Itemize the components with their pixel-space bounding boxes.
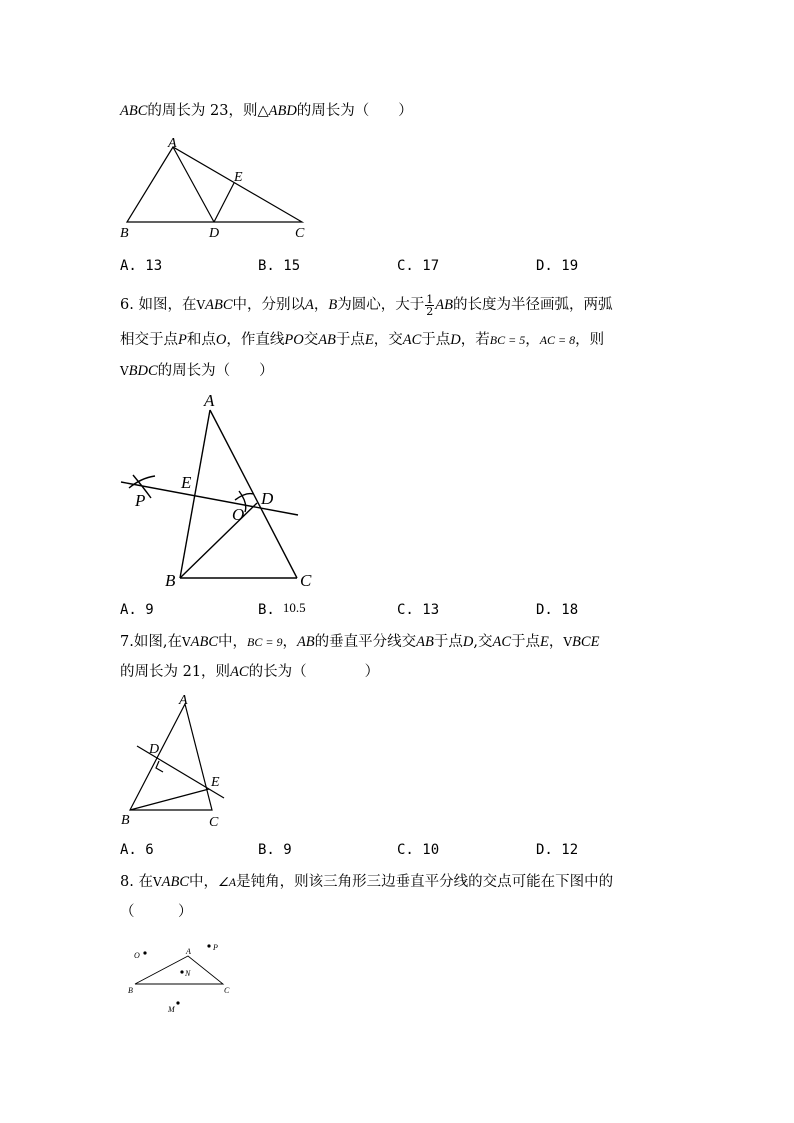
q5-figure [110,135,320,245]
q7-line2 [120,662,379,682]
q6-fraction-den: 2 [426,304,434,318]
q8-tri-symbol: V [152,875,162,889]
q6-line1 [120,292,612,318]
q8-label-n: N [185,969,191,978]
q6-text: ，作直线 [226,332,285,348]
q7-point-d: D [462,634,474,650]
q8-label-o: O [134,951,140,960]
q5-option-c[interactable]: C. 17 [397,258,440,274]
q6-text: 于点 [421,332,451,348]
q5-label-e: E [234,170,243,185]
q5-option-b[interactable]: B. 15 [258,258,301,274]
q6-line3 [120,361,274,381]
q7-ab: AB [296,634,315,650]
q7-tri-symbol: V [563,635,573,649]
q7-segment-be [130,789,209,810]
q5-label-a: A [168,136,177,151]
q6-option-c[interactable]: C. 13 [397,602,440,618]
q8-label-p: P [213,943,218,952]
q7-number: 7.如图,在 [120,634,182,650]
q6-fraction-num: 1 [426,292,434,306]
q5-stem-text1: 的周长为 23，则△ [147,103,269,119]
q8-line2: （ ） [120,904,193,920]
q7-text: ,交 [473,634,493,650]
q6-label-b: B [165,571,176,590]
q5-stem-abc: ABC [120,103,148,119]
q8-abc: ABC [161,874,190,890]
q6-text: ，若 [460,332,490,348]
q6-label-e: E [181,473,192,492]
q7-text: 的周长为 21，则 [120,664,231,680]
q5-label-c: C [295,226,305,241]
q7-ac: AC [230,664,249,680]
q8-number: 8. 在 [120,874,153,890]
q6-ab: AB [318,332,336,348]
q8-point-n-dot [180,970,183,973]
q7-tri-symbol: V [181,635,191,649]
q6-number: 6. 如图，在 [120,297,197,313]
q5-label-d: D [209,226,220,241]
q6-fraction [425,294,434,317]
q8-point-p-dot [207,944,210,947]
q7-figure [115,692,235,832]
q7-text: 于点 [511,634,541,650]
q6-point-o: O [215,332,227,348]
q6-option-b[interactable] [258,602,306,618]
q7-abc: ABC [190,634,219,650]
q6-segment-ac [210,410,297,578]
q6-text: ，交 [373,332,403,348]
q8-point-o-dot [143,951,146,954]
q7-line1 [120,632,599,652]
q6-text: 的周长为（ ） [157,363,274,379]
q7-option-a[interactable]: A. 6 [120,842,154,858]
q7-label-c: C [209,815,219,830]
q6-label-c: C [300,571,312,590]
q6-text: 相交于点 [120,332,178,348]
q6-text: 交 [303,332,319,348]
q6-option-b-letter: B. [258,602,275,618]
q6-comma: ， [313,297,329,313]
q6-text: 为圆心，大于 [337,297,425,313]
q5-option-a[interactable]: A. 13 [120,258,163,274]
q7-right-angle-mark [156,761,163,772]
q6-line2 [120,330,604,350]
q7-text: 中， [218,634,248,650]
q6-bc-equation: BC = 5 [489,333,526,347]
q7-label-d: D [149,742,160,757]
q6-abc: ABC [205,297,233,313]
q8-label-b: B [128,986,133,995]
q6-ac: AC [402,332,422,348]
q7-option-b[interactable]: B. 9 [258,842,292,858]
q8-figure [125,940,240,1020]
q6-ac-equation: AC = 8 [539,333,576,347]
q7-ab: AB [416,634,434,650]
q6-text: 的长度为半径画弧，两弧 [452,297,613,313]
q6-text: ，则 [575,332,605,348]
q7-bce: BCE [572,634,600,650]
q5-stem [120,101,413,121]
q6-text: 于点 [335,332,365,348]
q6-text: 中，分别以 [232,297,306,313]
q7-option-c[interactable]: C. 10 [397,842,440,858]
q6-option-b-value: 10.5 [282,600,306,615]
q6-option-a[interactable]: A. 9 [120,602,154,618]
q5-segment-de [214,183,234,222]
q6-label-o: O [232,505,245,524]
q8-label-a: A [186,947,191,956]
q7-point-e: E [540,634,549,650]
q6-bdc: BDC [128,363,158,379]
q5-stem-text2: 的周长为（ ） [296,103,413,119]
q6-tri-symbol: V [196,298,206,312]
q8-label-c: C [224,986,230,995]
q6-label-p: P [135,491,146,510]
q6-text: ， [525,332,540,348]
q8-text: 中， [189,874,219,890]
q5-option-d[interactable]: D. 19 [536,258,579,274]
q6-ab: AB [435,297,453,313]
q7-text: 的长为（ ） [248,664,380,680]
q6-label-a: A [204,391,215,410]
q7-text: ， [282,634,297,650]
q7-triangle-abc [130,704,212,810]
q6-tri-symbol: V [120,364,129,378]
q7-option-d[interactable]: D. 12 [536,842,579,858]
q8-text: 是钝角，则该三角形三边垂直平分线的交点可能在下图中的 [236,874,614,890]
q5-label-b: B [120,226,129,241]
q5-stem-abd: ABD [268,103,297,119]
q7-text: ， [548,634,564,650]
q8-triangle-abc [135,956,223,984]
q7-label-e: E [211,775,220,790]
q7-ac: AC [492,634,512,650]
q7-label-b: B [121,813,130,828]
q7-text: 于点 [433,634,463,650]
q7-label-a: A [179,693,188,708]
q7-text: 的垂直平分线交 [314,634,417,650]
q5-triangle-abc [127,147,302,222]
q8-point-m-dot [176,1001,179,1004]
q6-po: PO [284,332,304,348]
q6-figure [115,390,325,595]
q6-point-a: A [305,297,314,313]
q6-label-d: D [261,489,274,508]
q7-bc-equation: BC = 9 [247,635,283,649]
q8-angle-a: ∠A [218,875,237,889]
q6-point-d: D [450,332,461,348]
q6-point-b: B [328,297,338,313]
q6-point-p: P [178,332,187,348]
q6-point-e: E [364,332,374,348]
q8-label-m: M [168,1005,175,1014]
q8-line1 [120,872,613,892]
q6-option-d[interactable]: D. 18 [536,602,579,618]
q6-text: 和点 [186,332,216,348]
